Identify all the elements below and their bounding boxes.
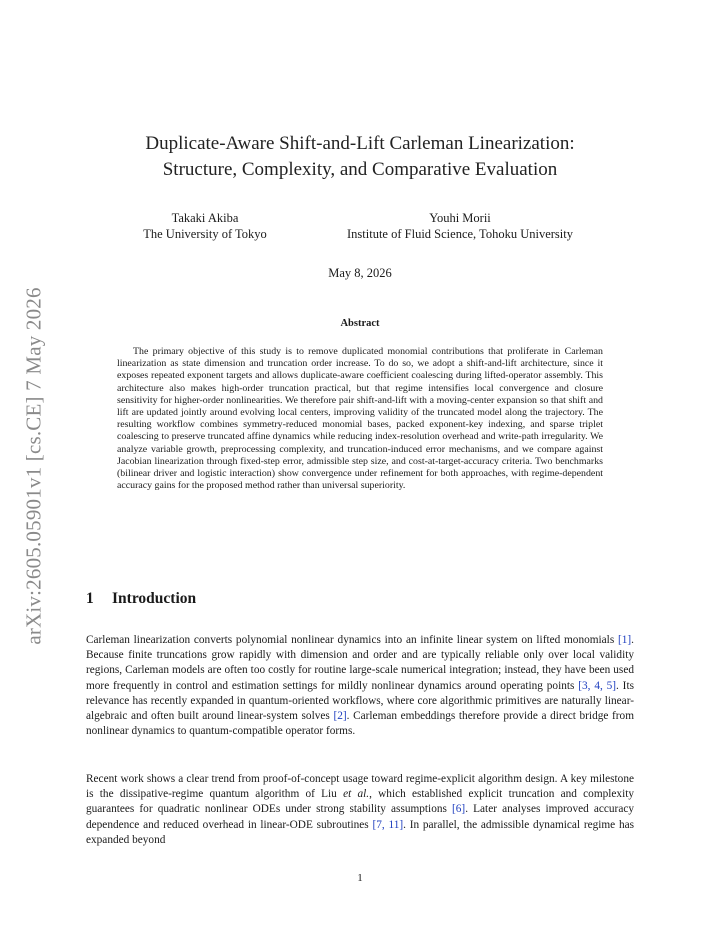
author-name: Takaki Akiba	[171, 211, 239, 225]
text-run: . Later analyses improved accuracy dependence and reduced overhead in linear-ODE subroutines	[86, 803, 634, 831]
text-run: Recent work shows a clear trend from proof-of-concept usage toward regime-explicit algorithm design. A key milestone is the dissipative-regime quantum algorithm of Liu	[86, 773, 634, 801]
author-block-2	[300, 210, 620, 242]
abstract-heading: Abstract	[340, 318, 380, 329]
section-heading-introduction	[86, 590, 196, 608]
text-run: , which established explicit truncation and complexity guarantees for quadratic nonlinear ODEs under strong stability assumptions	[86, 788, 634, 816]
page-number: 1	[357, 872, 363, 884]
text-run: . Because finite truncations grow rapidly with dimension and order and are typically reliable only over local validity regions, Carleman models are often too costly for routine large-scale numerical integration; instead, they have been used more frequently in control and estimation settings for mildly nonlinear dynamics around operating points	[86, 634, 634, 692]
author-affiliation: Institute of Fluid Science, Tohoku University	[347, 227, 573, 241]
intro-paragraph-1	[86, 633, 634, 739]
arxiv-identifier-stamp: arXiv:2605.05901v1 [cs.CE] 7 May 2026	[21, 287, 46, 645]
author-affiliation: The University of Tokyo	[143, 227, 267, 241]
paper-title-line-2: Structure, Complexity, and Comparative Evaluation	[162, 159, 558, 180]
et-al-italic: et al.	[343, 788, 370, 801]
abstract-text: The primary objective of this study is to remove duplicated monomial contributions that proliferate in Carleman linearization as state dimension and truncation order increase. To do so, we adopt a shift-and-lift architecture, since it exposes repeated exponent targets and allows duplicate-aware coefficient coalescing during lifted-operator assembly. This architecture also makes high-order truncation practical, but that regime intensifies local convergence and closure sensitivity for higher-order nonlinearities. We therefore pair shift-and-lift with a moving-center expansion so that shift and lift are updated jointly around evolving local centers, improving validity of the truncated model along the trajectory. The resulting workflow combines symmetry-reduced monomial bases, packed exponent-key indexing, and sparse triplet coalescing to preserve truncated affine dynamics while reducing index-resolution overhead and write-path irregularity. We analyze variable growth, preprocessing complexity, and truncation-induced error mechanisms, and we compare against Jacobian linearization through fixed-step error, admissible step size, and cost-at-target-accuracy criteria. Two benchmarks (bilinear driver and logistic interaction) show convergence under refinement for both approaches, with regime-dependent accuracy gains for the proposed method rather than universal superiority.	[117, 346, 603, 492]
author-name: Youhi Morii	[429, 211, 491, 225]
intro-paragraph-2	[86, 772, 634, 848]
citation-link[interactable]: [1]	[617, 634, 632, 646]
paper-title-line-1: Duplicate-Aware Shift-and-Lift Carleman Linearization:	[145, 133, 575, 154]
section-title: Introduction	[112, 590, 197, 607]
text-run: . Its relevance has recently expanded in quantum-oriented workflows, where core algorithmic primitives are naturally linear-algebraic and often built around linear-system solves	[86, 679, 634, 723]
text-run: . In parallel, the admissible dynamical regime has expanded beyond	[86, 818, 635, 846]
section-number: 1	[86, 590, 94, 607]
citation-link[interactable]: [7, 11]	[372, 818, 404, 831]
citation-link[interactable]: [6]	[452, 803, 466, 816]
citation-link[interactable]: [3, 4, 5]	[578, 679, 617, 692]
text-run: Carleman linearization converts polynomial nonlinear dynamics into an infinite linear system on lifted monomials	[86, 634, 618, 646]
author-block-1	[110, 210, 300, 242]
citation-link[interactable]: [2]	[333, 710, 347, 723]
publication-date: May 8, 2026	[328, 266, 392, 280]
text-run: . Carleman embeddings therefore provide a direct bridge from nonlinear dynamics to quantum-compatible operator forms.	[86, 710, 634, 738]
paper-title	[86, 131, 634, 183]
